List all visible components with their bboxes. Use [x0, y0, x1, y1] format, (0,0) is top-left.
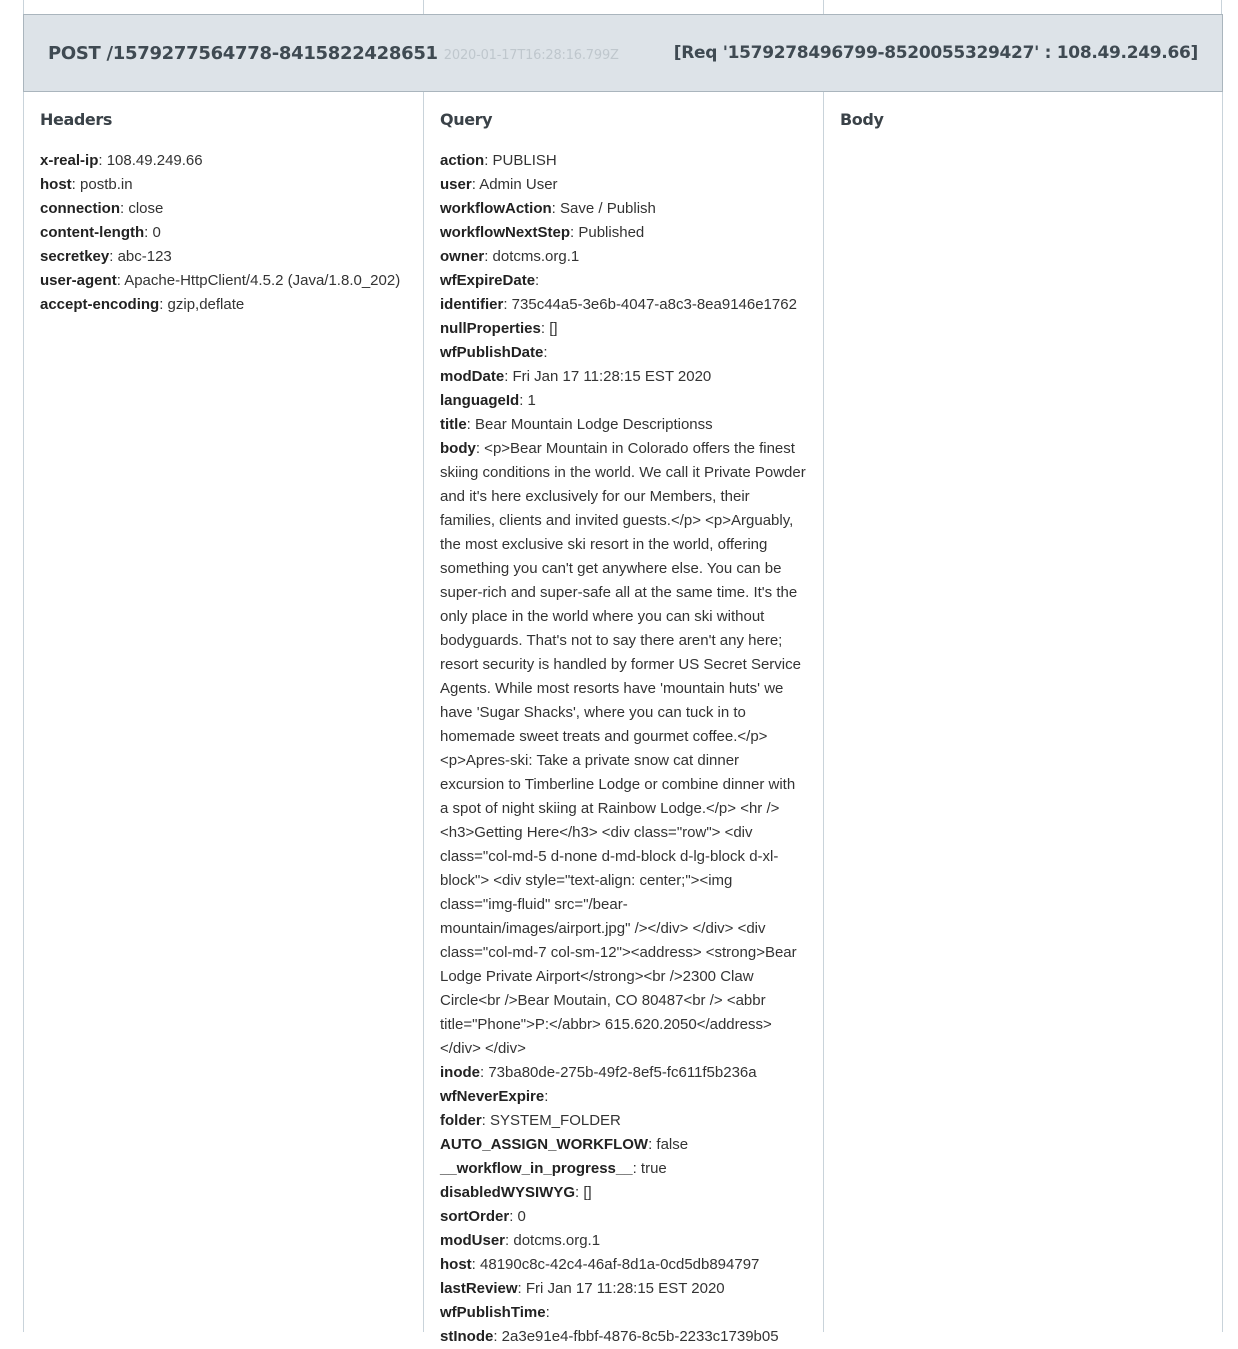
header-entry-key: secretkey — [40, 248, 110, 265]
header-entry-value: : abc-123 — [109, 248, 172, 265]
request-header-bar — [23, 14, 1223, 92]
header-entry-key: host — [40, 176, 72, 193]
query-entry — [440, 389, 807, 413]
query-entry-key: disabledWYSIWYG — [440, 1184, 576, 1201]
query-entry-key: wfNeverExpire — [440, 1088, 545, 1105]
query-entry — [440, 341, 807, 365]
query-entry-key: wfExpireDate — [440, 272, 536, 289]
query-entry-key: inode — [440, 1064, 480, 1081]
query-entry-key: user — [440, 176, 472, 193]
query-entry — [440, 245, 807, 269]
query-entry — [440, 1109, 807, 1133]
header-entry-key: x-real-ip — [40, 152, 99, 169]
header-entry-value: : close — [120, 200, 164, 217]
query-entry-value: : Published — [570, 224, 645, 241]
query-entry — [440, 1061, 807, 1085]
query-entry — [440, 365, 807, 389]
header-entry — [40, 293, 407, 317]
header-entry — [40, 173, 407, 197]
header-entry — [40, 197, 407, 221]
query-entry-value: : Bear Mountain Lodge Descriptionss — [466, 416, 713, 433]
previous-body-cell — [824, 0, 1221, 14]
query-entry-value: : SYSTEM_FOLDER — [481, 1112, 621, 1129]
query-entry-value: : 48190c8c-42c4-46af-8d1a-0cd5db894797 — [471, 1256, 760, 1273]
header-entry-key: content-length — [40, 224, 145, 241]
headers-column — [24, 92, 424, 1332]
query-entry-key: body — [440, 440, 476, 457]
query-entry — [440, 1301, 807, 1325]
header-entry — [40, 245, 407, 269]
query-entry-value: : 2a3e91e4-fbbf-4876-8c5b-2233c1739b05 — [493, 1328, 779, 1345]
query-entry-key: lastReview — [440, 1280, 518, 1297]
query-entry — [440, 1181, 807, 1205]
query-entry-value: : 735c44a5-3e6b-4047-a8c3-8ea9146e1762 — [503, 296, 797, 313]
headers-list — [40, 149, 407, 317]
header-entry — [40, 149, 407, 173]
query-entry — [440, 173, 807, 197]
query-entry-value: : PUBLISH — [484, 152, 557, 169]
query-entry — [440, 1205, 807, 1229]
query-entry-value: : Save / Publish — [551, 200, 656, 217]
query-entry — [440, 437, 807, 1061]
request-method-path: POST /1579277564778-8415822428651 — [48, 42, 438, 64]
query-entry-key: wfPublishTime — [440, 1304, 546, 1321]
query-entry-value: : true — [632, 1160, 667, 1177]
query-entry-value: : dotcms.org.1 — [505, 1232, 601, 1249]
query-entry — [440, 1253, 807, 1277]
request-timestamp: 2020-01-17T16:28:16.799Z — [443, 47, 619, 63]
query-entry-key: stInode — [440, 1328, 494, 1345]
previous-query-cell — [424, 0, 824, 14]
query-entry-key: title — [440, 416, 467, 433]
query-entry-value: : 1 — [519, 392, 536, 409]
query-entry-value: : 73ba80de-275b-49f2-8ef5-fc611f5b236a — [480, 1064, 757, 1081]
headers-title: Headers — [40, 110, 112, 129]
query-entry-key: identifier — [440, 296, 504, 313]
query-title: Query — [440, 110, 493, 129]
query-entry-value: : 0 — [509, 1208, 526, 1225]
query-entry — [440, 1133, 807, 1157]
query-entry-key: folder — [440, 1112, 482, 1129]
query-entry — [440, 269, 807, 293]
query-entry — [440, 221, 807, 245]
query-entry-key: workflowNextStep — [440, 224, 571, 241]
header-entry-key: user-agent — [40, 272, 117, 289]
query-entry-value: : — [544, 1088, 549, 1105]
query-entry — [440, 1085, 807, 1109]
query-entry-key: modUser — [440, 1232, 506, 1249]
query-entry-key: action — [440, 152, 485, 169]
query-entry-value: : Admin User — [471, 176, 558, 193]
query-entry-key: nullProperties — [440, 320, 541, 337]
query-entry-key: AUTO_ASSIGN_WORKFLOW — [440, 1136, 649, 1153]
body-column — [824, 92, 1222, 1332]
header-entry — [40, 221, 407, 245]
query-entry — [440, 1157, 807, 1181]
query-entry-key: sortOrder — [440, 1208, 510, 1225]
query-entry-value: : false — [648, 1136, 689, 1153]
query-entry — [440, 317, 807, 341]
header-entry-value: : gzip,deflate — [159, 296, 245, 313]
query-entry-value: : Fri Jan 17 11:28:15 EST 2020 — [504, 368, 712, 385]
header-entry — [40, 269, 407, 293]
query-list — [440, 149, 807, 1349]
header-entry-key: connection — [40, 200, 121, 217]
query-entry — [440, 1277, 807, 1301]
header-entry-key: accept-encoding — [40, 296, 160, 313]
query-entry — [440, 149, 807, 173]
body-title: Body — [840, 110, 884, 129]
query-entry — [440, 1229, 807, 1253]
query-entry-key: __workflow_in_progress__ — [440, 1160, 633, 1177]
query-entry-key: workflowAction — [440, 200, 552, 217]
request-id-ip: [Req '1579278496799-8520055329427' : 108.49.249.66] — [673, 43, 1198, 63]
query-entry-key: languageId — [440, 392, 520, 409]
query-entry — [440, 413, 807, 437]
previous-request-table-stub — [23, 0, 1222, 14]
query-entry-key: host — [440, 1256, 472, 1273]
query-entry — [440, 1325, 807, 1349]
request-method-path-group — [48, 43, 619, 64]
query-entry-value: : dotcms.org.1 — [484, 248, 580, 265]
query-entry-value: : — [545, 1304, 550, 1321]
query-entry-value: : [] — [540, 320, 558, 337]
header-entry-value: : postb.in — [71, 176, 133, 193]
query-entry-key: wfPublishDate — [440, 344, 544, 361]
header-entry-value: : 0 — [144, 224, 161, 241]
query-column — [424, 92, 824, 1345]
query-entry-value: : Fri Jan 17 11:28:15 EST 2020 — [517, 1280, 725, 1297]
query-entry-value: : — [543, 344, 548, 361]
header-entry-value: : 108.49.249.66 — [98, 152, 203, 169]
header-entry-value: : Apache-HttpClient/4.5.2 (Java/1.8.0_202) — [116, 272, 401, 289]
query-entry-value: : <p>Bear Mountain in Colorado offers the finest skiing conditions in the world. We call it Private Powder and it's here exclusively for our Members, their families, clients and invited guests.</p> <p>Arguably, the most exclusive ski resort in the world, offering something you can't get anywhere else. You can be super-rich and super-safe all at the same time. It's the only place in the world where you can ski without bodyguards. That's not to say there aren't any here; resort security is handled by former US Secret Service Agents. While most resorts have 'mountain huts' we have 'Sugar Shacks', where you can tuck in to homemade sweet treats and gourmet coffee.</p> <p>Apres-ski: Take a private snow cat dinner excursion to Timberline Lodge or combine dinner with a spot of night skiing at Rainbow Lodge.</p> <hr /> <h3>Getting Here</h3> <div class="row"> <div class="col-md-5 d-none d-md-block d-lg-block d-xl-block"> <div style="text-align: center;"><img class="img-fluid" src="/bear-mountain/images/airport.jpg" /></div> </div> <div class="col-md-7 col-sm-12"><address> <strong>Bear Lodge Private Airport</strong><br />2300 Claw Circle<br />Bear Moutain, CO 80487<br /> <abbr title="Phone">P:</abbr> 615.620.2050</address></div> </div> — [440, 440, 806, 1057]
query-entry-key: modDate — [440, 368, 505, 385]
query-entry — [440, 293, 807, 317]
query-entry-key: owner — [440, 248, 485, 265]
request-detail-columns — [23, 92, 1223, 1345]
query-entry-value: : — [535, 272, 540, 289]
previous-headers-cell — [24, 0, 424, 14]
query-entry-value: : [] — [575, 1184, 592, 1201]
query-entry — [440, 197, 807, 221]
